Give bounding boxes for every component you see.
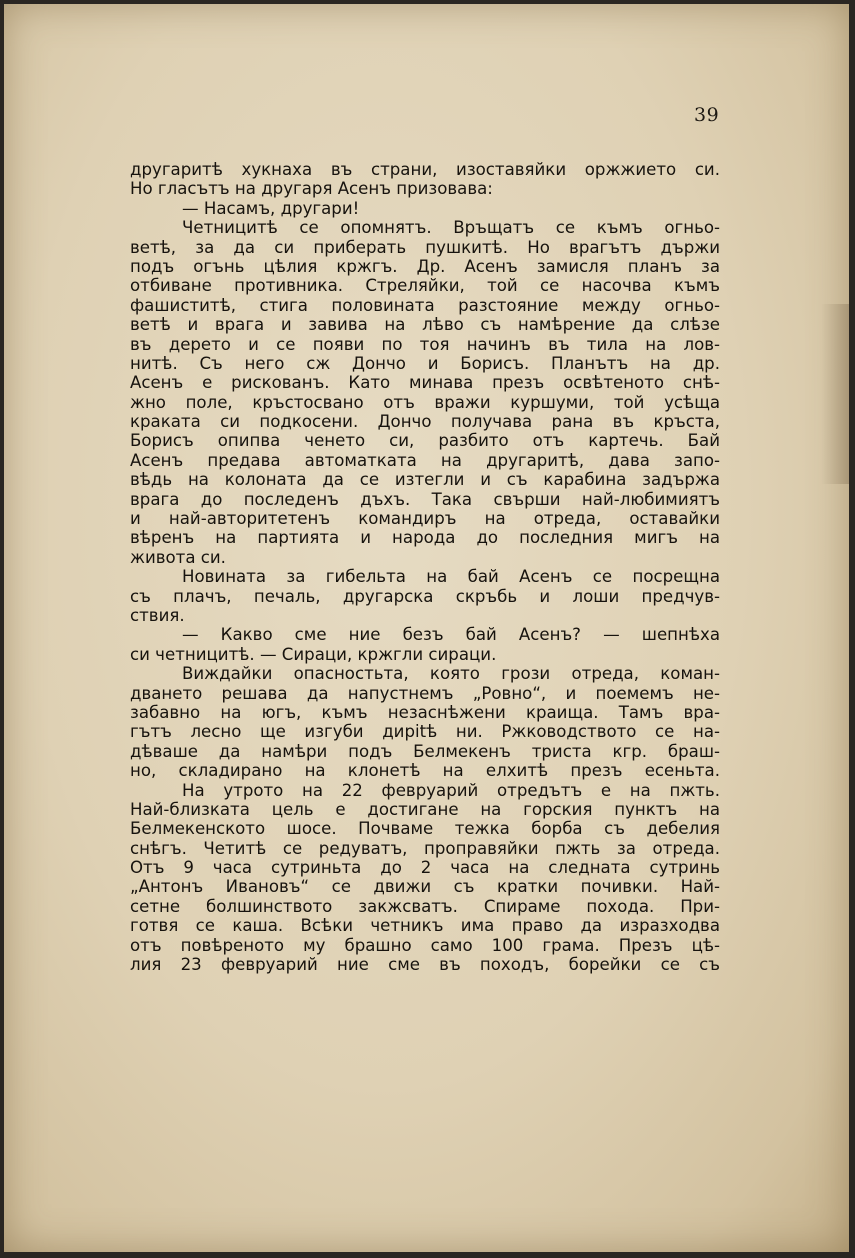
text-line: гътъ лесно ще изгуби дирitѣ ни. Ржководството се на- <box>130 722 720 742</box>
text-line: жно поле, кръстосвано отъ вражи куршуми, той усѣща <box>130 392 720 412</box>
text-line: — Насамъ, другари! <box>182 198 360 218</box>
page-number: 39 <box>694 104 720 126</box>
text-line: ветѣ и врага и завива на лѣво съ намѣрение да слѣзе <box>130 315 720 335</box>
text-line: но, складирано на клонетѣ на елхитѣ презъ есеньта. <box>130 761 720 781</box>
text-line: подъ огънь цѣлия кржгъ. Др. Асенъ замисля планъ за <box>130 256 720 276</box>
text-line: готвя се каша. Всѣки четникъ има право да изразходва <box>130 916 720 936</box>
text-line: врага до последенъ дъхъ. Така свърши най-любимиятъ <box>130 489 720 509</box>
text-line: Новината за гибельта на бай Асенъ се посрещна <box>182 567 720 587</box>
text-line: отъ повѣреното му брашно само 100 грама. Презъ цѣ- <box>130 935 720 955</box>
text-line: снѣгъ. Четитѣ се редуватъ, проправяйки пжть за отреда. <box>130 838 720 858</box>
text-line: вѣренъ на партията и народа до последния мигъ на <box>130 528 720 548</box>
text-line: краката си подкосени. Дончо получава рана въ кръста, <box>130 412 720 432</box>
text-line: Четницитѣ се опомнятъ. Връщатъ се къмъ огньо- <box>182 218 720 238</box>
text-line: другаритѣ хукнаха въ страни, изоставяйки оржжието си. <box>130 160 720 179</box>
text-line: нитѣ. Съ него сж Дончо и Борисъ. Планътъ на др. <box>130 353 720 373</box>
text-line: дѣваше да намѣри подъ Белмекенъ триста кгр. брaш- <box>130 741 720 761</box>
text-line: си четницитѣ. — Сираци, кржгли сираци. <box>130 644 497 664</box>
text-line: съ плачъ, печаль, другарска скръбь и лоши предчув- <box>130 586 720 606</box>
book-page <box>4 4 849 1252</box>
text-line: фашиститѣ, стига половината разстояние между огньо- <box>130 295 720 315</box>
text-line: лия 23 февруарий ние сме въ походъ, борейки се съ <box>130 955 720 975</box>
text-line: ветѣ, за да си приберать пушкитѣ. Но врагътъ държи <box>130 237 720 257</box>
text-line: Асенъ е рискованъ. Като минава презъ освѣтеното снѣ- <box>130 373 720 393</box>
body-text <box>130 160 720 974</box>
text-line: Най-близката цель е достигане на горския пунктъ на <box>130 799 720 819</box>
text-line: забавно на югъ, къмъ незаснѣжени краища. Тамъ вра- <box>130 702 720 722</box>
text-line: Отъ 9 часа сутриньта до 2 часа на следната сутринь <box>130 858 720 878</box>
text-line: На утрото на 22 февруарий отредътъ е на пжть. <box>182 780 720 800</box>
text-line: дването решава да напустнемъ „Ровно“, и поемемъ не- <box>130 683 720 703</box>
text-line: — Какво сме ние безъ бай Асенъ? — шепнѣха <box>182 625 720 645</box>
text-line: и най-авторитетенъ командиръ на отреда, оставайки <box>130 509 720 529</box>
text-line: Борисъ опипва чeнeто си, разбито отъ картечь. Бай <box>130 431 720 451</box>
text-line: сетне болшинството закжсватъ. Спираме похода. При- <box>130 896 720 916</box>
text-line: Но гласътъ на другаря Асенъ призовава: <box>130 179 493 199</box>
text-line: Белмекенското шосе. Почваме тежка борба съ дебелия <box>130 819 720 839</box>
text-line: вѣдь на колоната да се изтегли и съ карабина задържа <box>130 470 720 490</box>
text-line: Виждайки опасностьта, която грози отреда, коман- <box>182 664 720 684</box>
page-edge-shadow <box>821 304 849 484</box>
text-line: ствия. <box>130 605 185 625</box>
text-line: въ дерето и се появи по тоя начинъ въ тила на лов- <box>130 334 720 354</box>
text-line: живота си. <box>130 547 226 567</box>
text-line: „Антонъ Ивановъ“ се движи съ кратки почивки. Най- <box>130 877 720 897</box>
text-line: Асенъ предава автоматката на другаритѣ, дава запо- <box>130 450 720 470</box>
text-line: отбиване противника. Стреляйки, той се насочва къмъ <box>130 276 720 296</box>
